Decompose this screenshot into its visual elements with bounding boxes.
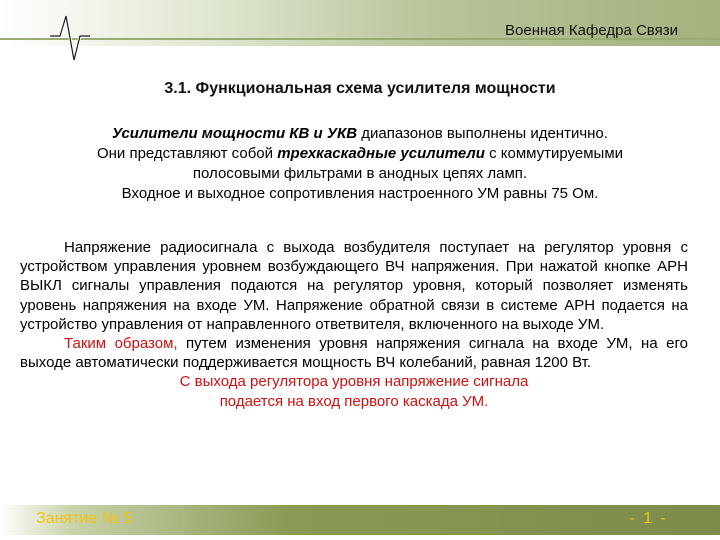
paragraph-3-line-2: подается на вход первого каскада УМ. [219, 392, 489, 410]
paragraph-1: Напряжение радиосигнала с выхода возбудителя поступает на регулятор уровня с устройством управления уровнем возбуждающего ВЧ напряжения. При нажатой кнопке АРН ВЫКЛ сигналы управления подаются на регулятор уровня, который позволяет изменять уровень напряжения на входе УМ. Напряжение обратной связи в системе АРН подается на устройство управления от направленного ответвителя, включенного на выходе УМ. [20, 239, 688, 333]
page-title: 3.1. Функциональная схема усилителя мощности [164, 80, 556, 97]
paragraph-2: Таким образом, путем изменения уровня напряжения сигнала на входе УМ, на его выходе автоматически поддерживается мощность ВЧ колебаний, равная 1200 Вт. [20, 335, 688, 372]
page-number: - 1 - [629, 510, 668, 527]
signal-wave-icon [50, 14, 90, 64]
lesson-label: Занятие № 5 [36, 510, 133, 527]
intro-line-1: Усилители мощности КВ и УКВ диапазонов выполнены идентично. [112, 125, 608, 142]
header-title: Военная Кафедра Связи [505, 22, 678, 39]
intro-block [40, 124, 680, 204]
body-text [20, 238, 688, 411]
paragraph-3-line-1: С выхода регулятора уровня напряжение сигнала [179, 373, 529, 391]
intro-line-4: Входное и выходное сопротивления настроенного УМ равны 75 Ом. [121, 185, 599, 202]
intro-line-2: Они представляют собой трехкаскадные усилители с коммутируемыми [96, 145, 624, 162]
intro-line-3: полосовыми фильтрами в анодных цепях ламп. [192, 165, 528, 182]
